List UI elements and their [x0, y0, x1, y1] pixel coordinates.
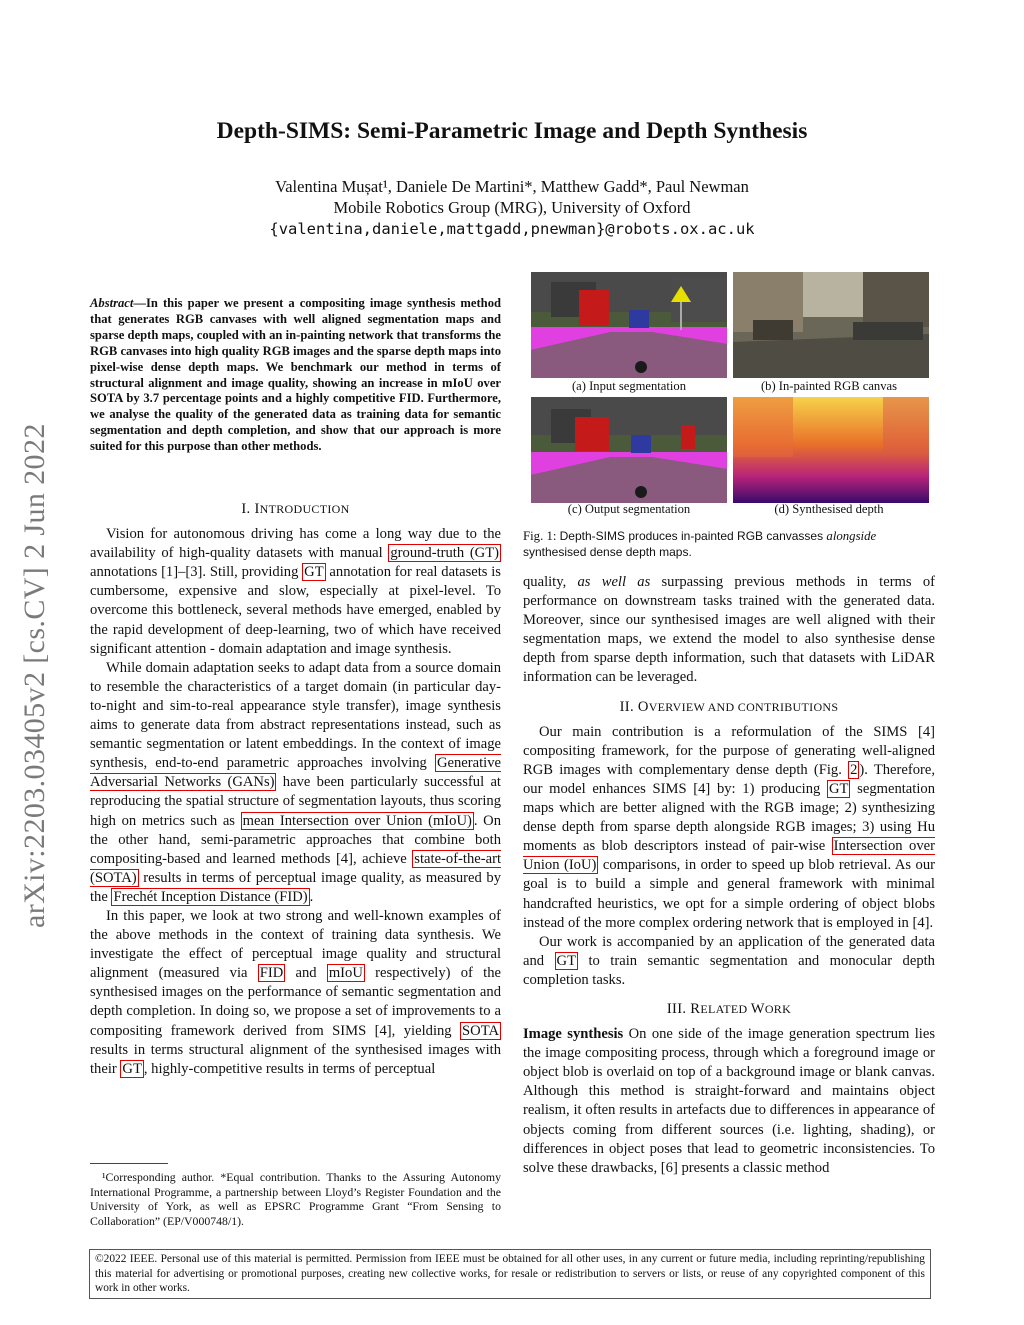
section-heading-introduction: I. INTRODUCTION [241, 501, 350, 517]
acronym-link[interactable]: SOTA [462, 1022, 499, 1039]
section-heading-related-work: III. RELATED WORK [666, 1000, 792, 1017]
subcaption-b: (b) In-painted RGB canvas [760, 379, 898, 393]
subcaption-a: (a) Input segmentation [571, 379, 686, 393]
abstract [90, 296, 501, 455]
intro-continuation: quality, as well as surpassing previous methods in terms of performance on downstream tasks trained with the generated data. Moreover, since our synthesised images are well aligned with their segmentation maps, we extend the model to also synthesise dense depth from sparse depth information, such that datasets with LiDAR information can be leveraged. [523, 574, 935, 686]
affiliation: Mobile Robotics Group (MRG), University of Oxford [333, 198, 691, 217]
acronym-link[interactable]: FID [259, 965, 284, 982]
inpainted-rgb-image [733, 272, 929, 378]
paper-title: Depth-SIMS: Semi-Parametric Image and Depth Synthesis [216, 118, 808, 144]
acronym-link[interactable]: mean Intersection over Union (mIoU) [242, 812, 472, 829]
acronym-link[interactable]: GT [829, 780, 849, 797]
intro-paragraph-3: In this paper, we look at two strong and well-known examples of the above methods in the context of training data synthesis. We investigate the effect of perceptual image quality and structural alignment (measured via FID and mIoU respectively) of the synthesised images on the performance of semantic segmentation and depth completion. In doing so, we propose a set of improvements to a compositing framework derived from SIMS [4], yielding SOTA results in terms structural alignment of the synthesised images with their GT , highly-competitive results in terms of perceptual [90, 907, 501, 1077]
acronym-link[interactable]: GT [556, 952, 577, 969]
subcaption-c: (c) Output segmentation [567, 502, 691, 516]
left-column [90, 500, 501, 1079]
acronym-link[interactable]: Intersection over Union (IoU) [523, 838, 935, 874]
footnote: ¹Corresponding author. *Equal contribution. Thanks to the Assuring Autonomy International Programme, a partnership between Lloyd’s Register Foundation and the University of York, as well as EPSRC Programme Grant “From Sensing to Collaboration” (EP/V000748/1). [90, 1170, 501, 1228]
arxiv-stamp: arXiv:2203.03405v2 [cs.CV] 2 Jun 2022 [18, 423, 51, 928]
synthesised-depth-image [733, 397, 929, 503]
author-block [0, 176, 1024, 218]
intro-paragraph-2: While domain adaptation seeks to adapt data from a source domain to resemble the characteristics of a target domain (in particular day-to-night and sim-to-real appearance style transfer), image synthesis aims to generate data from abstract representations instead, such as semantic segmentation or latent embeddings. In the context of image synthesis, end-to-end parametric approaches involving Generative Adversarial Networks (GANs) have been particularly successful at reproducing the spatial structure of segmentation layouts, thus scoring high on metrics such as mean Intersection over Union (mIoU) . On the other hand, semi-parametric approaches that combine both compositing-based and learned methods [4], achieve state-of-the-art (SOTA) results in terms of perceptual image quality, as measured by the Frechét Inception Distance (FID) . [90, 659, 502, 905]
subcaption-d: (d) Synthesised depth [774, 502, 884, 516]
abstract-label: Abstract [90, 296, 134, 310]
right-column [523, 573, 935, 1178]
abstract-dash: — [133, 296, 146, 310]
section-heading-overview: II. OVERVIEW AND CONTRIBUTIONS [619, 698, 839, 715]
footnote-rule [90, 1163, 168, 1164]
output-segmentation-image [531, 397, 727, 503]
input-segmentation-image [531, 272, 727, 378]
intro-paragraph-1: Vision for autonomous driving has come a long way due to the availability of high-quality datasets with manual ground-truth (GT) annotations [1]–[3]. Still, providing GT annotation for real datasets is cumbersome, expensive and slow, especially at pixel-level. To overcome this bottleneck, several methods have emerged, enabled by the rapid development of deep-learning, two of which have received significant attention - domain adaptation and image synthesis. [90, 526, 501, 657]
acronym-link[interactable]: mIoU [328, 965, 363, 982]
acronym-link[interactable]: Frechét Inception Distance (FID) [113, 888, 308, 905]
figure-caption: Fig. 1: Depth-SIMS produces in-painted RGB canvasses alongside synthesised dense depth maps. [523, 529, 877, 559]
copyright-notice: ©2022 IEEE. Personal use of this material is permitted. Permission from IEEE must be obtained for all other uses, in any current or future media, including reprinting/republishing this material for advertising or promotional purposes, creating new collective works, for resale or redistribution to servers or lists, or reuse of any copyrighted component of this work in other works. [89, 1249, 931, 1299]
overview-paragraph-1: Our main contribution is a reformulation of the SIMS [4] compositing framework, for the purpose of generating well-aligned RGB images with complementary dense depth (Fig. 2 ). Therefore, our model enhances SIMS [4] by: 1) producing GT segmentation maps which are better aligned with the RGB image; 2) synthesizing dense depth from sparse depth alongside RGB images; 3) using Hu moments as blob descriptors instead of pair-wise Intersection over Union (IoU) comparisons, in order to speed up blob retrieval. As our goal is to build a simple and general framework with minimal handcrafted heuristics, we opt for a simple ordering of object blobs instead of the more complex ordering network that is employed in [4]. [523, 723, 936, 931]
figure-ref-link[interactable]: 2 [850, 761, 858, 778]
acronym-link[interactable]: state-of-the-art (SOTA) [90, 850, 501, 886]
related-work-paragraph: Image synthesis On one side of the image generation spectrum lies the image compositing process, through which a foreground image or object blob is overlaid on top of a background image or blank canvas. Although this method is straight-forward and maintains object realism, it often results in artefacts due to differences in appearance of objects coming from different sources (i.e. lighting, shading), or differences in object poses that lead to geometric inconsistencies. To solve these drawbacks, [6] presents a classic method [523, 1026, 936, 1176]
acronym-link[interactable]: GT [304, 564, 324, 581]
abstract-text: In this paper we present a compositing image synthesis method that generates RGB canvases with well aligned segmentation maps and sparse depth maps, coupled with an in-painting network that transforms the RGB canvases into high quality RGB images and the sparse depth maps into pixel-wise dense depth maps. We benchmark our method in terms of structural alignment and image quality, showing an increase in mIoU over SOTA by 3.7 percentage points and a highly competitive FID. Furthermore, we analyse the quality of the generated data as training data for semantic segmentation and depth completion, and show that our approach is more suited for this purpose than other methods. [90, 296, 501, 454]
acronym-link[interactable]: GT [122, 1060, 142, 1077]
author-list: Valentina Mușat¹, Daniele De Martini*, Matthew Gadd*, Paul Newman [275, 177, 749, 196]
acronym-link[interactable]: Generative Adversarial Networks (GANs) [90, 755, 501, 791]
author-emails: {valentina,daniele,mattgadd,pnewman}@robots.ox.ac.uk [269, 220, 755, 238]
acronym-link[interactable]: ground-truth (GT) [390, 545, 499, 562]
overview-paragraph-2: Our work is accompanied by an application of the generated data and GT to train semantic segmentation and monocular depth completion tasks. [523, 933, 935, 988]
